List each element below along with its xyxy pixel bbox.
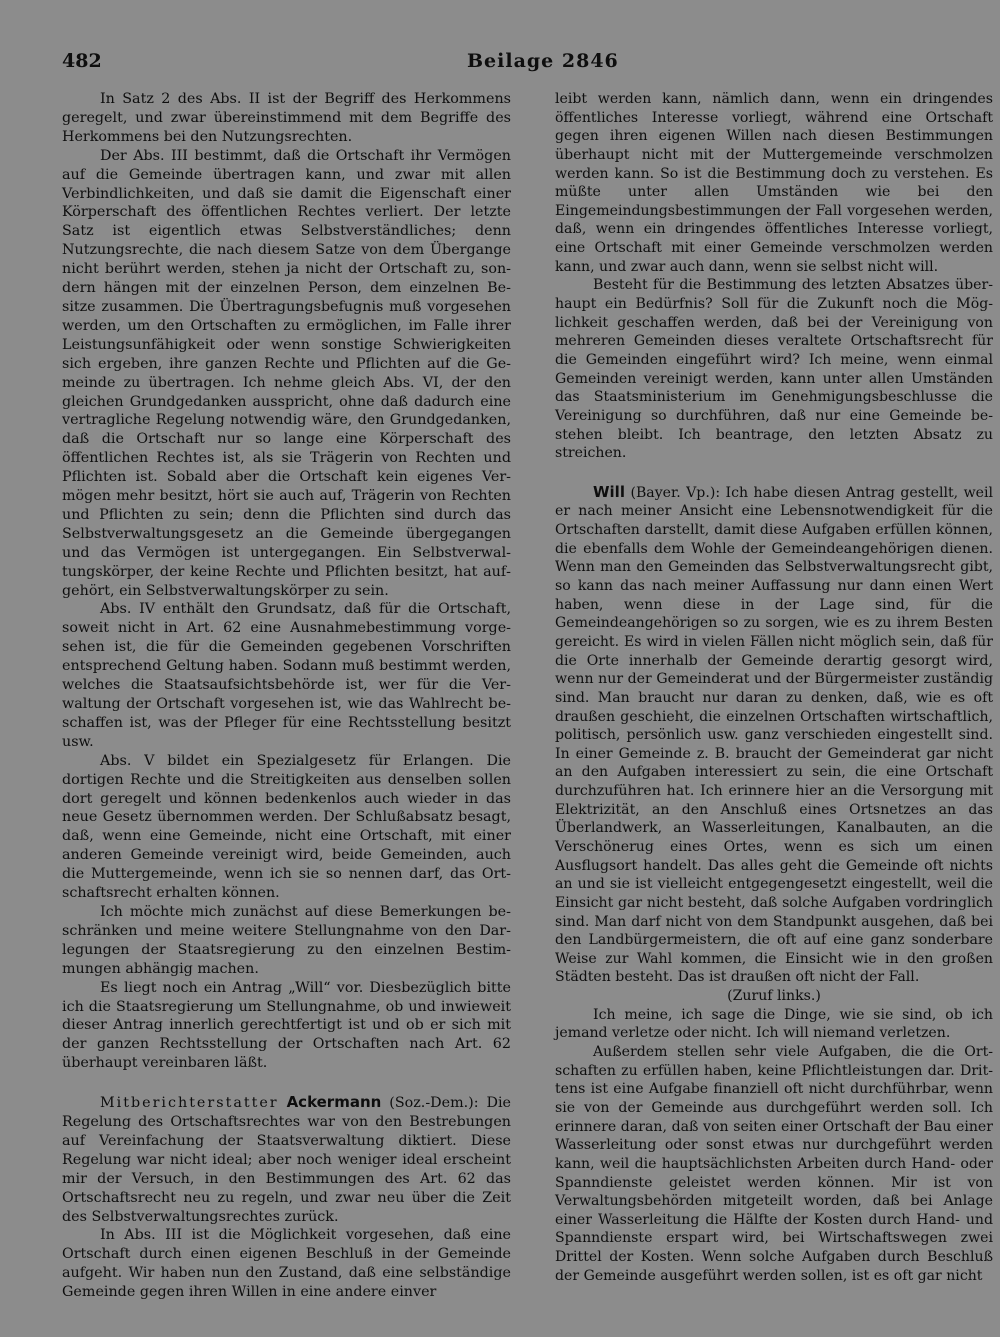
speaker-party: (Soz.-Dem.):: [381, 1095, 479, 1112]
paragraph: Abs. V bildet ein Spezialgesetz für Erlangen. Die dortigen Rechte und die Streitigkeiten aus denselben sollen dort geregelt und können bedenkenlos auch wieder in das neue Gesetz übernommen werden. Der Schlußabsatz besagt, daß, wenn eine Gemeinde, nicht eine Ortschaft, mit einer anderen Gemeinde vereinigt wird, beide Gemeinden, auch die Muttergemeinde, wenn ich sie so nennen darf, das Ortschaftsrecht erhalten können.: [62, 752, 511, 902]
speaker-name: Ackermann: [286, 1093, 382, 1112]
paragraph: Ich meine, ich sage die Dinge, wie sie sind, ob ich jemand verletze oder nicht. Ich will niemand verletzen.: [555, 1006, 993, 1042]
speech-paragraph-ackermann: [62, 1093, 511, 1226]
right-column: [555, 90, 993, 1285]
speaker-name: Will: [593, 482, 625, 501]
paragraph: Ich möchte mich zunächst auf diese Bemerkungen beschränken und meine weitere Stellungnahme von den Darlegungen der Staatsregierung zu den einzelnen Bestimmungen abhängig machen.: [62, 903, 511, 977]
paragraph: Besteht für die Bestimmung des letzten Absatzes überhaupt ein Bedürfnis? Soll für die Zukunft noch die Möglichkeit geschaffen werden, daß bei der Vereinigung von mehreren Gemeinden dieses veraltete Ortschaftsrecht für die Gemeinden eingeführt wird? Ich meine, wenn einmal Gemeinden vereinigt werden, kann unter allen Umständen das Staatsministerium im Genehmigungsbeschlusse die Vereinigung so durchführen, daß nur eine Gemeinde bestehen bleibt. Ich beantrage, den letzten Absatz zu streichen.: [555, 277, 993, 462]
paragraph: In Satz 2 des Abs. II ist der Begriff des Herkommens geregelt, und zwar übereinstimmend mit dem Begriffe des Herkommens bei den Nutzungsrechten.: [62, 91, 511, 145]
speaker-party: (Bayer. Vp.):: [624, 484, 721, 501]
speech-paragraph-will: [555, 483, 993, 987]
paragraph: Außerdem stellen sehr viele Aufgaben, die die Ortschaften zu erfüllen haben, keine Pflichtleistungen dar. Drittens ist eine Aufgabe finanziell oft nicht durchführbar, wenn sie von der Gemeinde aus durchgeführt werden soll. Ich erinnere daran, daß von seiten einer Ortschaft der Bau einer Wasserleitung oder sonst etwas nur durchgeführt werden kann, weil die hauptsächlichsten Arbeiten durch Hand- oder Spanndienste geleistet werden können. Mir ist von Verwaltungsbehörden mitgeteilt worden, daß bei Anlage einer Wasserleitung die Hälfte der Kosten durch Hand- und Spanndienste erspart wird, bei Wirtschaftswegen zwei Drittel der Kosten. Wenn solche Aufgaben durch Beschluß der Gemeinde ausgeführt werden sollen, ist es oft gar nicht: [555, 1044, 993, 1284]
page-number: 482: [62, 50, 102, 72]
speech-text: Ich habe diesen Antrag gestellt, weil er nach meiner Ansicht eine Lebensnotwendigkeit für die Ortschaften darstellt, damit diese Aufgaben erfüllen können, die ebenfalls dem Wohle der Gemeindeangehörigen dienen. Wenn man den Gemeinden das Selbstverwaltungsrecht gibt, so kann das nach meiner Auffassung nur dann einen Wert haben, wenn diese in der Lage sind, für die Gemeindeangehörigen so zu sorgen, wie es zu ihrem Besten gereicht. Es wird in vielen Fällen nicht möglich sein, daß für die Orte innerhalb der Gemeinde derartig gesorgt wird, wenn nur der Gemeinderat und der Bürgermeister zuständig sind. Man braucht nur daran zu denken, daß, wie es oft draußen geschieht, die einzelnen Ortschaften wirtschaftlich, politisch, persönlich usw. ganz verschieden eingestellt sind. In einer Gemeinde z. B. braucht der Gemeinderat gar nicht an den Aufgaben interessiert zu sein, die eine Ortschaft durchzuführen hat. Ich erinnere hier an die Versorgung mit Elektrizität, an den Anschluß eines Ortsnetzes an das Überlandwerk, an Wasserleitungen, Kanalbauten, an die Verschönerug eines Ortes, wenn es sich um einen Ausflugsort handelt. Das alles geht die Gemeinde oft nichts an und sie ist vielleicht entgegengesetzt eingestellt, weil die Einsicht gar nicht besteht, daß solche Aufgaben vordringlich sind. Man darf nicht von dem Standpunkt ausgehen, daß bei den Landbürgermeistern, die oft auf eine ganz sonderbare Weise zur Wahl kommen, die Einsicht wie in den großen Städten besteht. Das ist draußen oft nicht der Fall.: [555, 484, 993, 986]
paragraph: In Abs. III ist die Möglichkeit vorgesehen, daß eine Ortschaft durch einen eigenen Beschluß in der Gemeinde aufgeht. Wir haben nun den Zustand, daß eine selbständige Gemeinde gegen ihren Willen in eine andere einver: [62, 1227, 511, 1301]
speaker-role: Mitberichterstatter: [100, 1095, 279, 1112]
paragraph: Der Abs. III bestimmt, daß die Ortschaft ihr Vermögen auf die Gemeinde übertragen kann, und zwar mit allen Verbindlichkeiten, und daß sie damit die Eigenschaft einer Körperschaft des öffentlichen Rechtes verliert. Der letzte Satz ist eigentlich etwas Selbstverständliches; denn Nutzungsrechte, die nach diesem Satze von dem Übergange nicht berührt werden, stehen ja nicht der Ortschaft zu, sondern hängen mit der einzelnen Person, dem einzelnen Besitze zusammen. Die Übertragungsbefugnis muß vorgesehen werden, um den Ortschaften zu ermöglichen, im Falle ihrer Leistungsunfähigkeit oder wenn sonstige Schwierigkeiten sich ergeben, ihre ganzen Rechte und Pflichten auf die Gemeinde zu übertragen. Ich nehme gleich Abs. VI, der den gleichen Grundgedanken ausspricht, ohne daß dadurch eine vertragliche Regelung notwendig wäre, den Grundgedanken, daß die Ortschaft nur so lange eine Körperschaft des öffentlichen Rechtes ist, als sie Trägerin von Rechten und Pflichten ist. Sobald aber die Ortschaft kein eigenes Vermögen mehr besitzt, hört sie auch auf, Trägerin von Rechten und Pflichten zu sein; denn die Pflichten sind durch das Selbstverwaltungsgesetz an die Gemeinde übergegangen und das Vermögen ist untergegangen. Ein Selbstverwaltungskörper, der keine Rechte und Pflichten besitzt, hat aufgehört, ein Selbstverwaltungskörper zu sein.: [62, 147, 511, 599]
paragraph: Abs. IV enthält den Grundsatz, daß für die Ortschaft, soweit nicht in Art. 62 eine Ausnahmebestimmung vorgesehen ist, die für die Gemeinden gegebenen Vorschriften entsprechend Geltung haben. Sodann muß bestimmt werden, welches die Staatsaufsichtsbehörde ist, wer für die Verwaltung der Ortschaft vorgesehen ist, wie das Wahlrecht beschaffen ist, was der Pfleger für eine Rechtsstellung besitzt usw.: [62, 601, 511, 750]
paragraph-continuation: leibt werden kann, nämlich dann, wenn ein dringendes öffentliches Interesse vorliegt, während eine Ortschaft gegen ihren eigenen Willen nach diesen Bestimmungen überhaupt nicht mit der Muttergemeinde verschmolzen werden kann. So ist die Bestimmung doch zu verstehen. Es müßte unter allen Umständen wie bei den Eingemeindungsbestimmungen der Fall vorgesehen werden, daß, wenn ein dringendes öffentliches Interesse vorliegt, eine Ortschaft mit einer Gemeinde verschmolzen werden kann, und zwar auch dann, wenn sie selbst nicht will.: [555, 91, 993, 275]
left-column: [62, 90, 511, 1302]
speech-text: Die Regelung des Ortschaftsrechtes war von den Bestrebungen auf Vereinfachung der Staatsverwaltung diktiert. Diese Regelung war nicht ideal; aber noch weniger ideal erscheint mir der Versuch, in den Bestimmungen des Art. 62 das Ortschaftsrecht neu zu regeln, und zwar neu über die Zeit des Selbstverwaltungsrechtes zurück.: [62, 1095, 512, 1225]
interjection: (Zuruf links.): [727, 988, 821, 1005]
page-header: [62, 50, 960, 80]
supplement-label: Beilage 2846: [467, 50, 619, 72]
paragraph: Es liegt noch ein Antrag „Will“ vor. Diesbezüglich bitte ich die Staatsregierung um Stellungnahme, ob und inwieweit dieser Antrag innerlich gerechtfertigt ist und ob er sich mit der ganzen Rechtsstellung der Ortschaften nach Art. 62 überhaupt vereinbaren läßt.: [62, 979, 511, 1072]
